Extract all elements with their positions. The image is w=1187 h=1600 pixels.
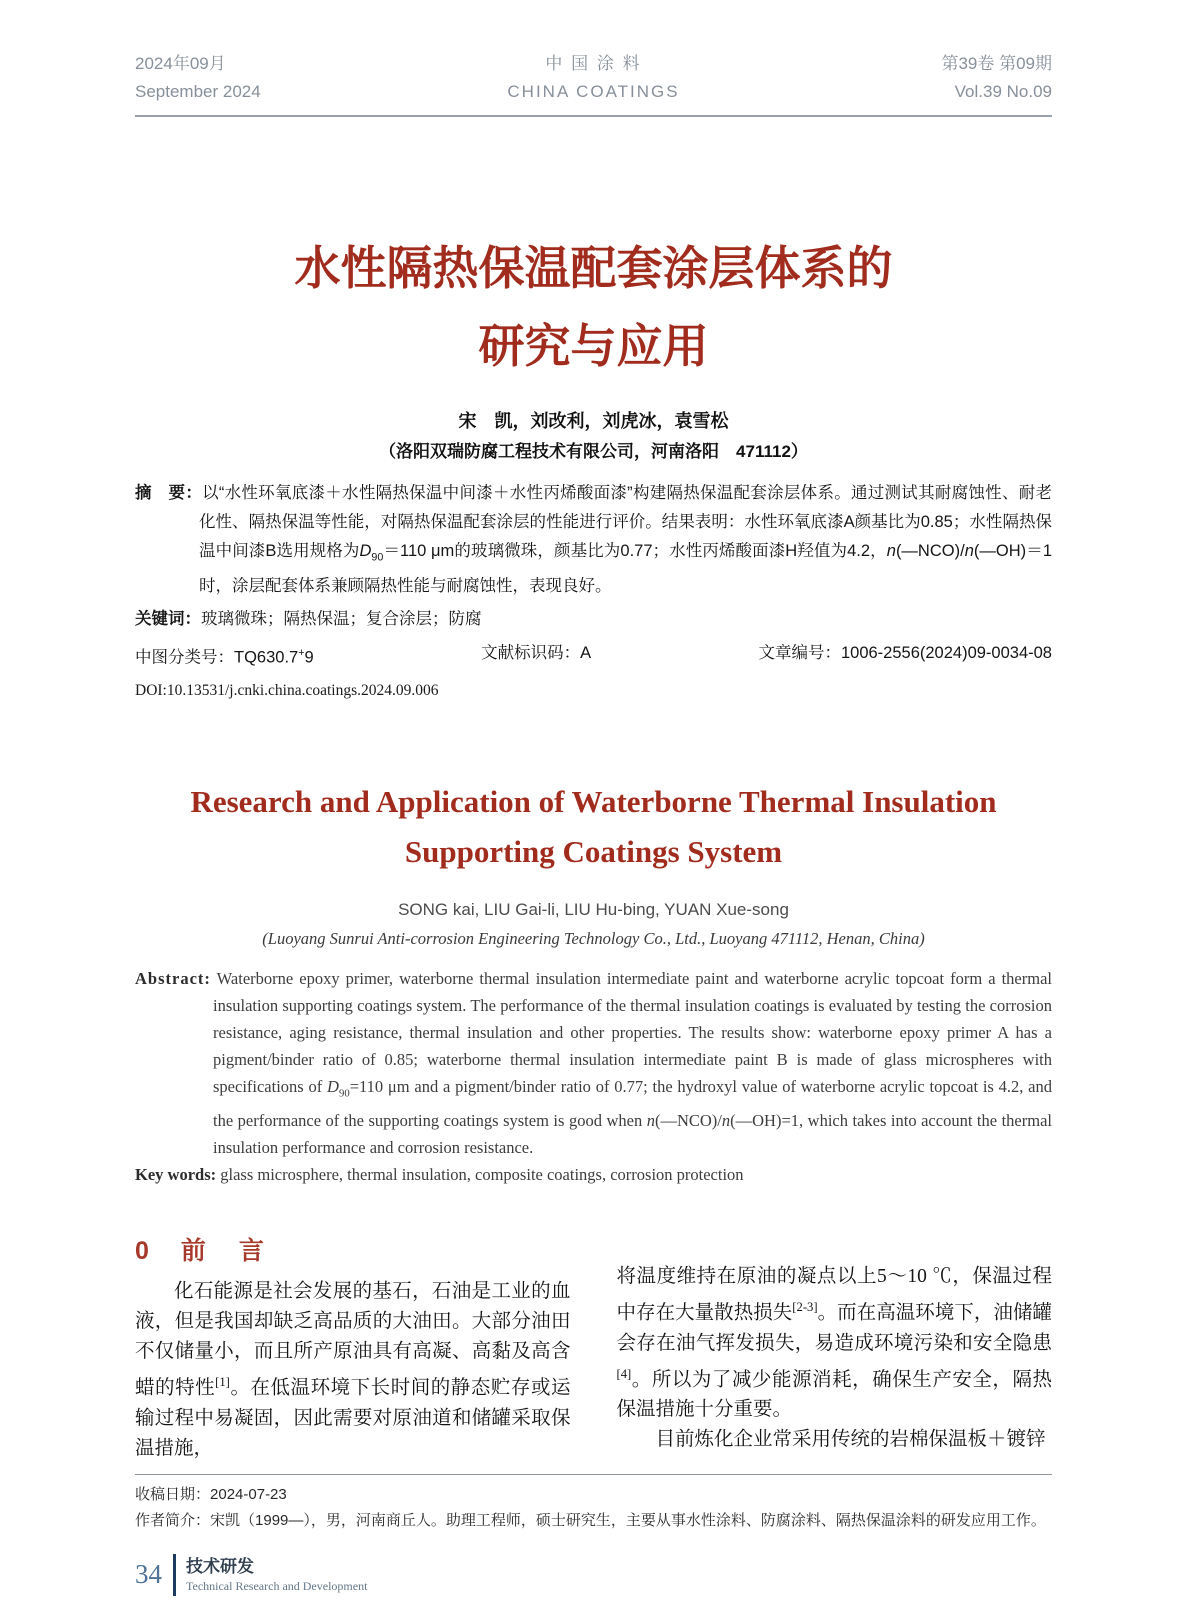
affiliation-cn: （洛阳双瑞防腐工程技术有限公司，河南洛阳 471112） — [379, 442, 808, 461]
authors-en: SONG kai, LIU Gai-li, LIU Hu-bing, YUAN Xue-song — [398, 899, 789, 919]
received-date-line — [135, 1482, 1052, 1508]
meta-row — [135, 639, 1052, 673]
page-footer — [135, 1554, 1052, 1596]
meta-clc: 中图分类号：TQ630.7+9 — [135, 647, 314, 667]
body-columns — [135, 1234, 1052, 1464]
footer-column-en: Technical Research and Development — [186, 1578, 368, 1593]
keywords-cn — [135, 605, 1052, 634]
received-date-label: 收稿日期： — [135, 1485, 211, 1503]
article-title-cn-line1: 水性隔热保温配套涂层体系的 — [294, 242, 893, 294]
footnote — [135, 1474, 1052, 1534]
body-paragraph: 将温度维持在原油的凝点以上5～10 ℃，保温过程中存在大量散热损失[2-3]。而在高温环境下，油储罐会存在油气挥发损失，易造成环境污染和安全隐患[4]。所以为了减少能源消耗，确保生产安全，隔热保温措施十分重要。 — [616, 1266, 1052, 1421]
keywords-en — [135, 1161, 1052, 1188]
article-title-cn-line2: 研究与应用 — [478, 320, 709, 372]
keywords-en-text: glass microsphere, thermal insulation, composite coatings, corrosion protection — [220, 1165, 744, 1185]
keywords-cn-label: 关键词： — [135, 610, 201, 629]
header-journal-name — [441, 50, 747, 106]
abstract-cn-label: 摘 要： — [135, 484, 203, 502]
meta-article-id: 文章编号：1006-2556(2024)09-0034-08 — [758, 644, 1052, 663]
section-heading — [135, 1234, 571, 1268]
article-title-cn — [135, 229, 1052, 385]
authors-cn: 宋 凯，刘改利，刘虎冰，袁雪松 — [458, 411, 729, 431]
article-title-en-line1: Research and Application of Waterborne Thermal Insulation — [190, 783, 997, 819]
article-title-en — [135, 777, 1052, 877]
section-number: 0 — [135, 1237, 149, 1266]
abstract-cn — [135, 479, 1052, 601]
author-bio-line — [135, 1508, 1052, 1534]
section-title: 前 言 — [180, 1237, 268, 1266]
header-issue-en: Vol.39 No.09 — [954, 82, 1053, 101]
footer-divider-bar — [173, 1554, 176, 1596]
header-issue — [746, 50, 1052, 106]
abstract-en-label: Abstract: — [135, 968, 211, 988]
body-paragraph: 目前炼化企业常采用传统的岩棉保温板＋镀锌 — [655, 1429, 1046, 1451]
abstract-cn-text: 以“水性环氧底漆＋水性隔热保温中间漆＋水性丙烯酸面漆”构建隔热保温配套涂层体系。通过测试其耐腐蚀性、耐老化性、隔热保温等性能，对隔热保温配套涂层的性能进行评价。结果表明：水性环氧底漆A颜基比为0.85；水性隔热保温中间漆B选用规格为$D_{90}=110$ μm的玻璃微珠，颜基比为0.77；水性丙烯酸面漆H羟值为4.2，n(—NCO)/n(—OH)＝1时，涂层配套体系兼顾隔热性能与耐腐蚀性，表现良好。 — [199, 484, 1052, 596]
doi: DOI:10.13531/j.cnki.china.coatings.2024.09.006 — [135, 681, 439, 699]
header-date-cn: 2024年09月 — [135, 54, 226, 73]
header-date-en: September 2024 — [135, 82, 261, 101]
header-date — [135, 50, 441, 106]
abstract-en-text: Waterborne epoxy primer, waterborne thermal insulation intermediate paint and waterborne acrylic topcoat form a thermal insulation supporting coatings system. The performance of the thermal insulation coatings is evaluated by testing the corrosion resistance, aging resistance, thermal insulation and other properties. The results show: waterborne epoxy primer A has a pigment/binder ratio of 0.85; waterborne thermal insulation intermediate paint B is made of glass microspheres with specifications of $D_{90}=110$ μm and a pigment/binder ratio of 0.77; the hydroxyl value of waterborne acrylic topcoat is 4.2, and the performance of the supporting coatings system is good when n(—NCO)/n(—OH)=1, which takes into account the thermal insulation performance and corrosion resistance. — [213, 968, 1052, 1158]
journal-header — [135, 0, 1052, 117]
body-column-right — [617, 1234, 1053, 1464]
abstract-en — [135, 965, 1052, 1161]
body-paragraph: 化石能源是社会发展的基石，石油是工业的血液，但是我国却缺乏高品质的大油田。大部分油田不仅储量小，而且所产原油具有高凝、高黏及高含蜡的特性[1]。在低温环境下长时间的静态贮存或运输过程中易凝固，因此需要对原油道和储罐采取保温措施， — [135, 1281, 571, 1459]
keywords-en-label: Key words: — [135, 1165, 217, 1185]
header-journal-cn: 中 国 涂 料 — [545, 54, 642, 73]
page-number: 34 — [135, 1559, 162, 1590]
meta-doc-code: 文献标识码：A — [481, 644, 592, 663]
article-title-en-line2: Supporting Coatings System — [404, 833, 783, 869]
affiliation-en: (Luoyang Sunrui Anti-corrosion Engineering Technology Co., Ltd., Luoyang 471112, Henan, China) — [262, 928, 925, 948]
footer-column-cn: 技术研发 — [186, 1556, 254, 1576]
author-bio-value: 宋凯（1999—），男，河南商丘人。助理工程师，硕士研究生，主要从事水性涂料、防腐涂料、隔热保温涂料的研发应用工作。 — [210, 1511, 1046, 1529]
received-date-value: 2024-07-23 — [210, 1485, 287, 1503]
keywords-cn-text: 玻璃微珠；隔热保温；复合涂层；防腐 — [201, 610, 482, 629]
header-journal-en: CHINA COATINGS — [507, 82, 680, 101]
author-bio-label: 作者简介： — [135, 1511, 211, 1529]
header-issue-cn: 第39卷 第09期 — [941, 54, 1053, 73]
footer-column-name — [186, 1556, 367, 1594]
body-column-left — [135, 1234, 571, 1464]
